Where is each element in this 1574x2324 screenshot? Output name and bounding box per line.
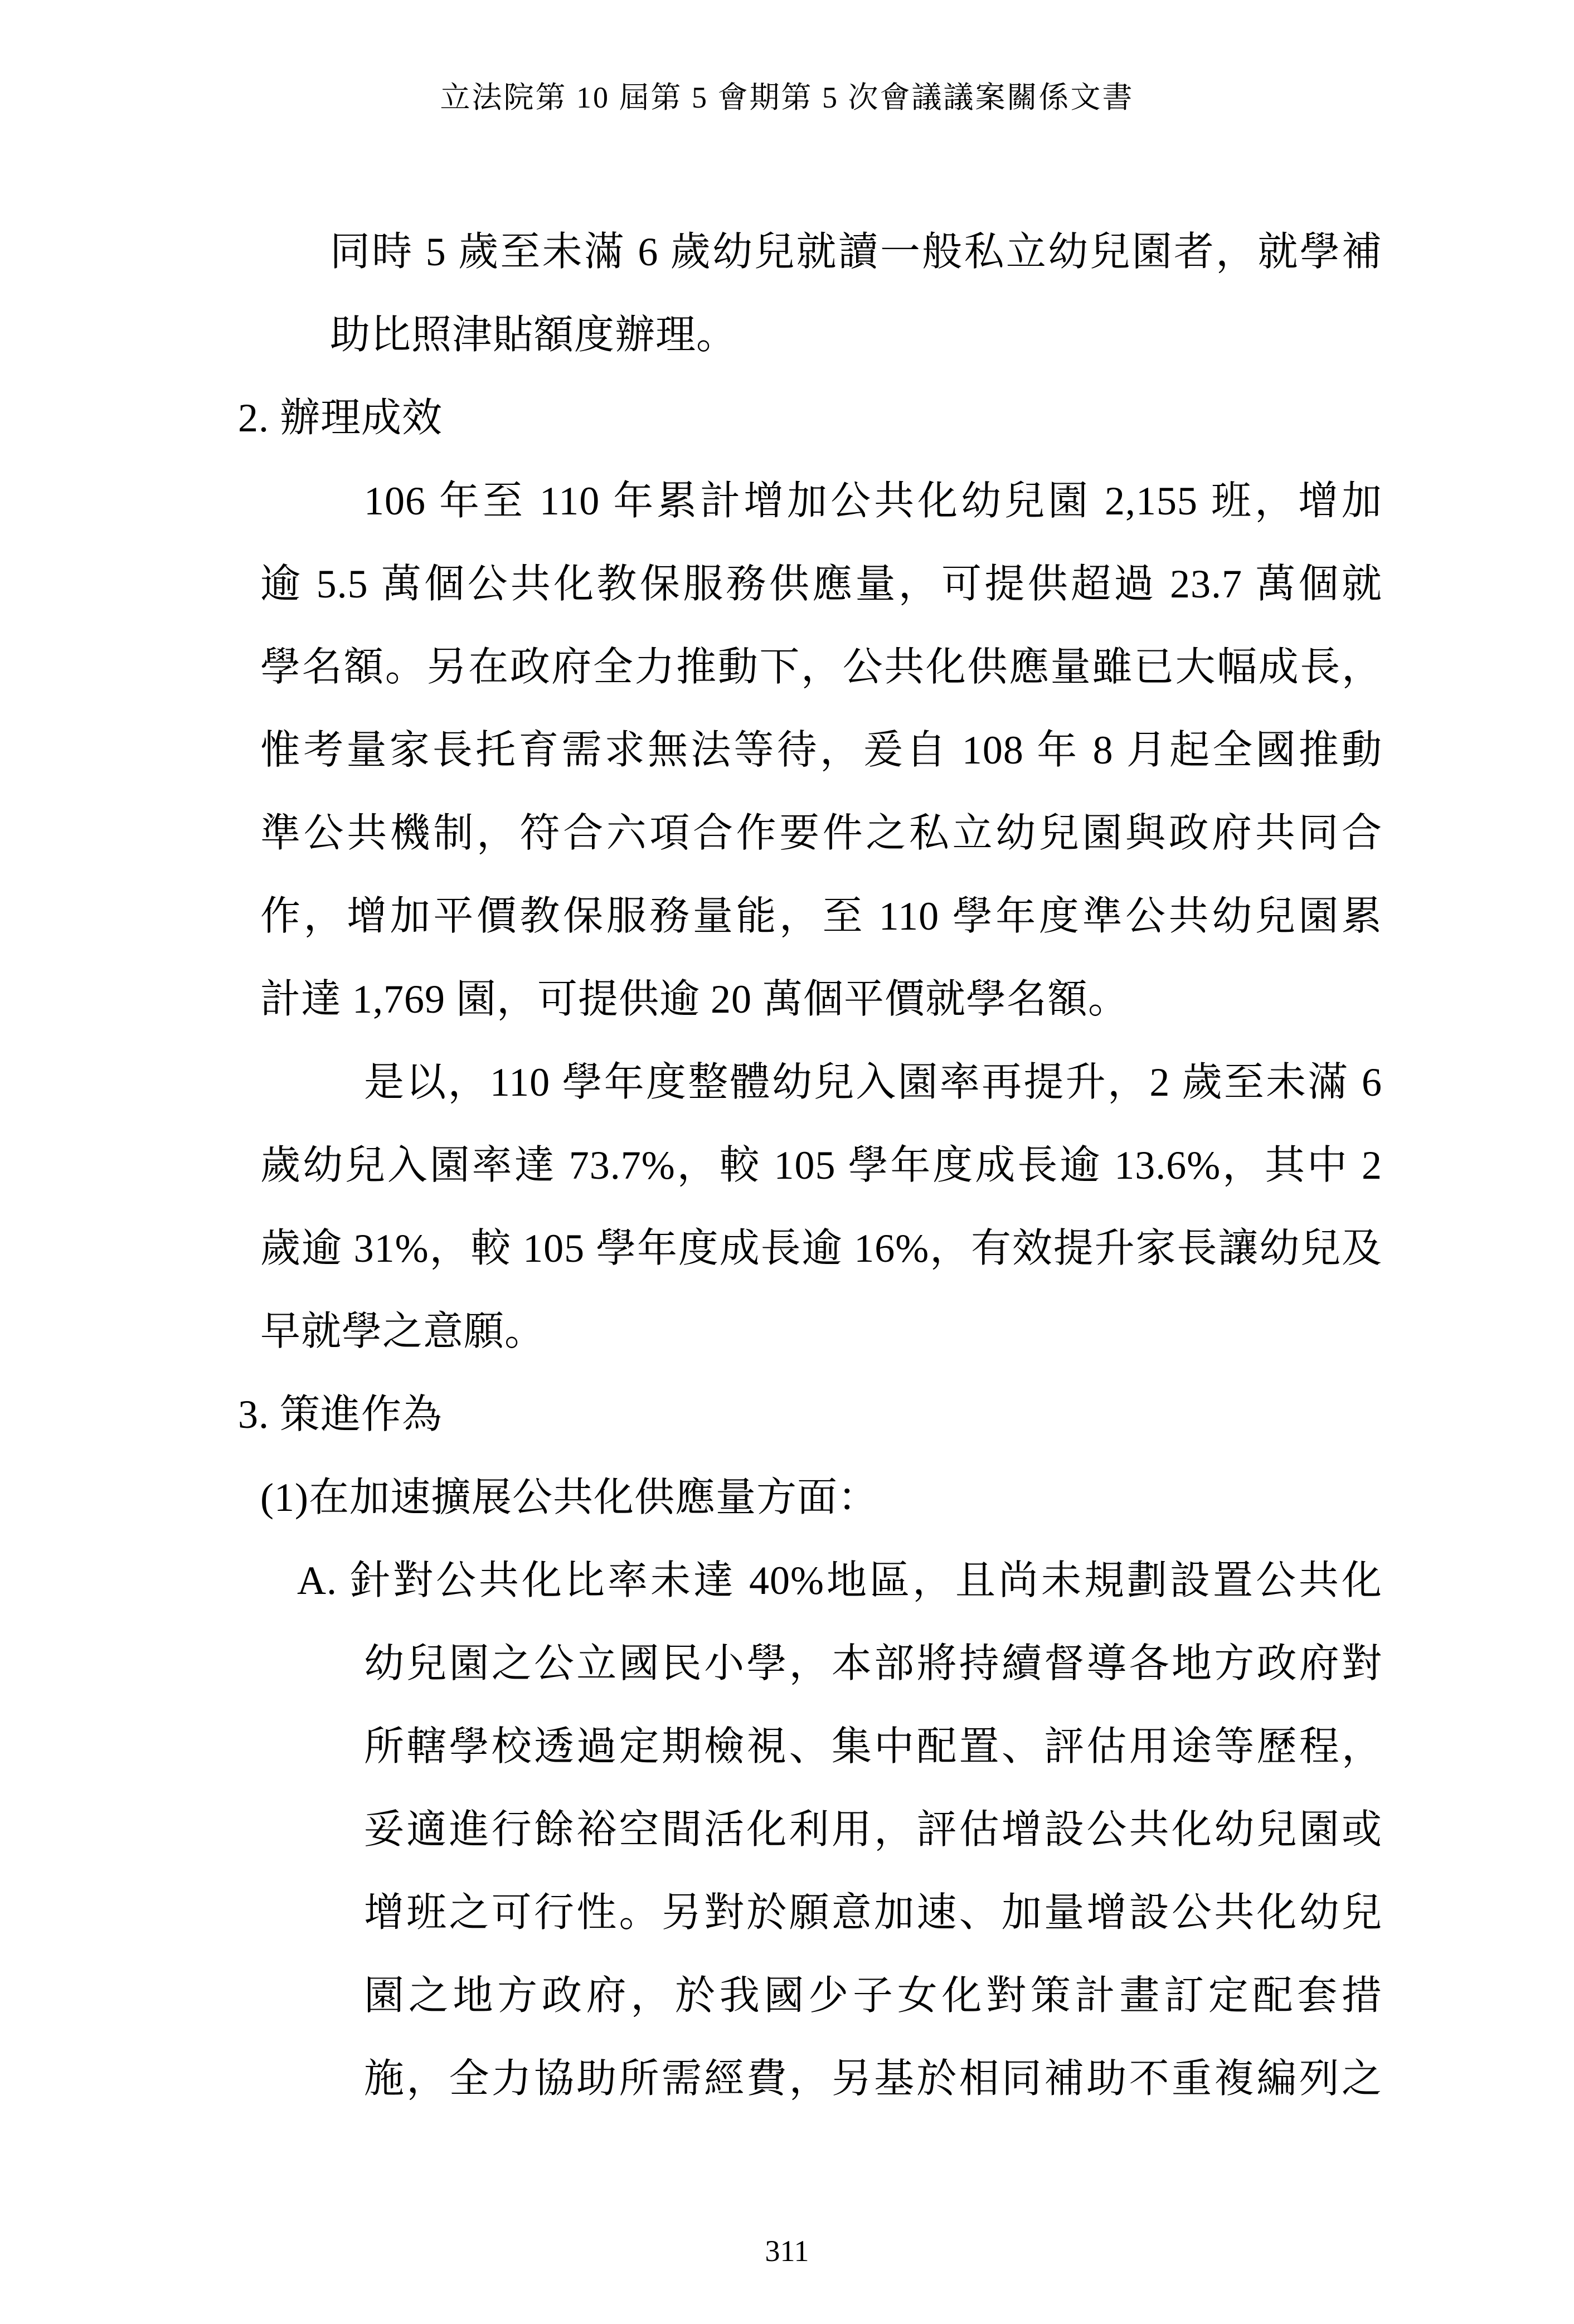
body-line: 歲幼兒入園率達 73.7%，較 105 學年度成長逾 13.6%，其中 2 [260,1143,1382,1188]
document-header [0,74,1574,116]
body-line: 園之地方政府，於我國少子女化對策計畫訂定配套措 [364,1973,1382,2018]
body-line: 同時 5 歲至未滿 6 歲幼兒就讀一般私立幼兒園者，就學補 [330,230,1382,274]
document-body [238,211,1382,2121]
body-line: 早就學之意願。 [260,1309,546,1354]
body-line: 妥適進行餘裕空間活化利用，評估增設公共化幼兒園或 [364,1807,1382,1852]
body-line: 幼兒園之公立國民小學，本部將持續督導各地方政府對 [364,1641,1382,1686]
header-title: 立法院第 10 屆第 5 會期第 5 次會議議案關係文書 [440,81,1134,114]
body-line: 逾 5.5 萬個公共化教保服務供應量，可提供超過 23.7 萬個就 [260,562,1382,606]
body-line: 助比照津貼額度辦理。 [330,313,737,357]
body-line: 施，全力協助所需經費，另基於相同補助不重複編列之 [364,2056,1382,2101]
body-line: 計達 1,769 園，可提供逾 20 萬個平價就學名額。 [260,977,1129,1022]
body-line: 是以，110 學年度整體幼兒入園率再提升，2 歲至未滿 6 [364,1060,1382,1105]
body-line: 學名額。另在政府全力推動下，公共化供應量雖已大幅成長， [260,645,1382,689]
body-line: 所轄學校透過定期檢視、集中配置、評估用途等歷程， [364,1724,1382,1769]
body-line: 作，增加平價教保服務量能，至 110 學年度準公共幼兒園累 [260,894,1382,939]
body-line: 增班之可行性。另對於願意加速、加量增設公共化幼兒 [364,1890,1382,1935]
body-line-letter-a: A. 針對公共化比率未達 40%地區，且尚未規劃設置公共化 [297,1558,1382,1603]
body-line: 準公共機制，符合六項合作要件之私立幼兒園與政府共同合 [260,811,1382,855]
body-line: 106 年至 110 年累計增加公共化幼兒園 2,155 班，增加 [364,479,1382,523]
body-line-item-3: 3. 策進作為 [238,1392,443,1437]
body-line: 惟考量家長托育需求無法等待，爰自 108 年 8 月起全國推動 [260,728,1382,772]
page-number: 311 [765,2234,809,2268]
body-line-item-2: 2. 辦理成效 [238,396,443,440]
body-line: 歲逾 31%，較 105 學年度成長逾 16%，有效提升家長讓幼兒及 [260,1226,1382,1271]
body-line-subitem-1: (1)在加速擴展公共化供應量方面： [260,1475,878,1520]
